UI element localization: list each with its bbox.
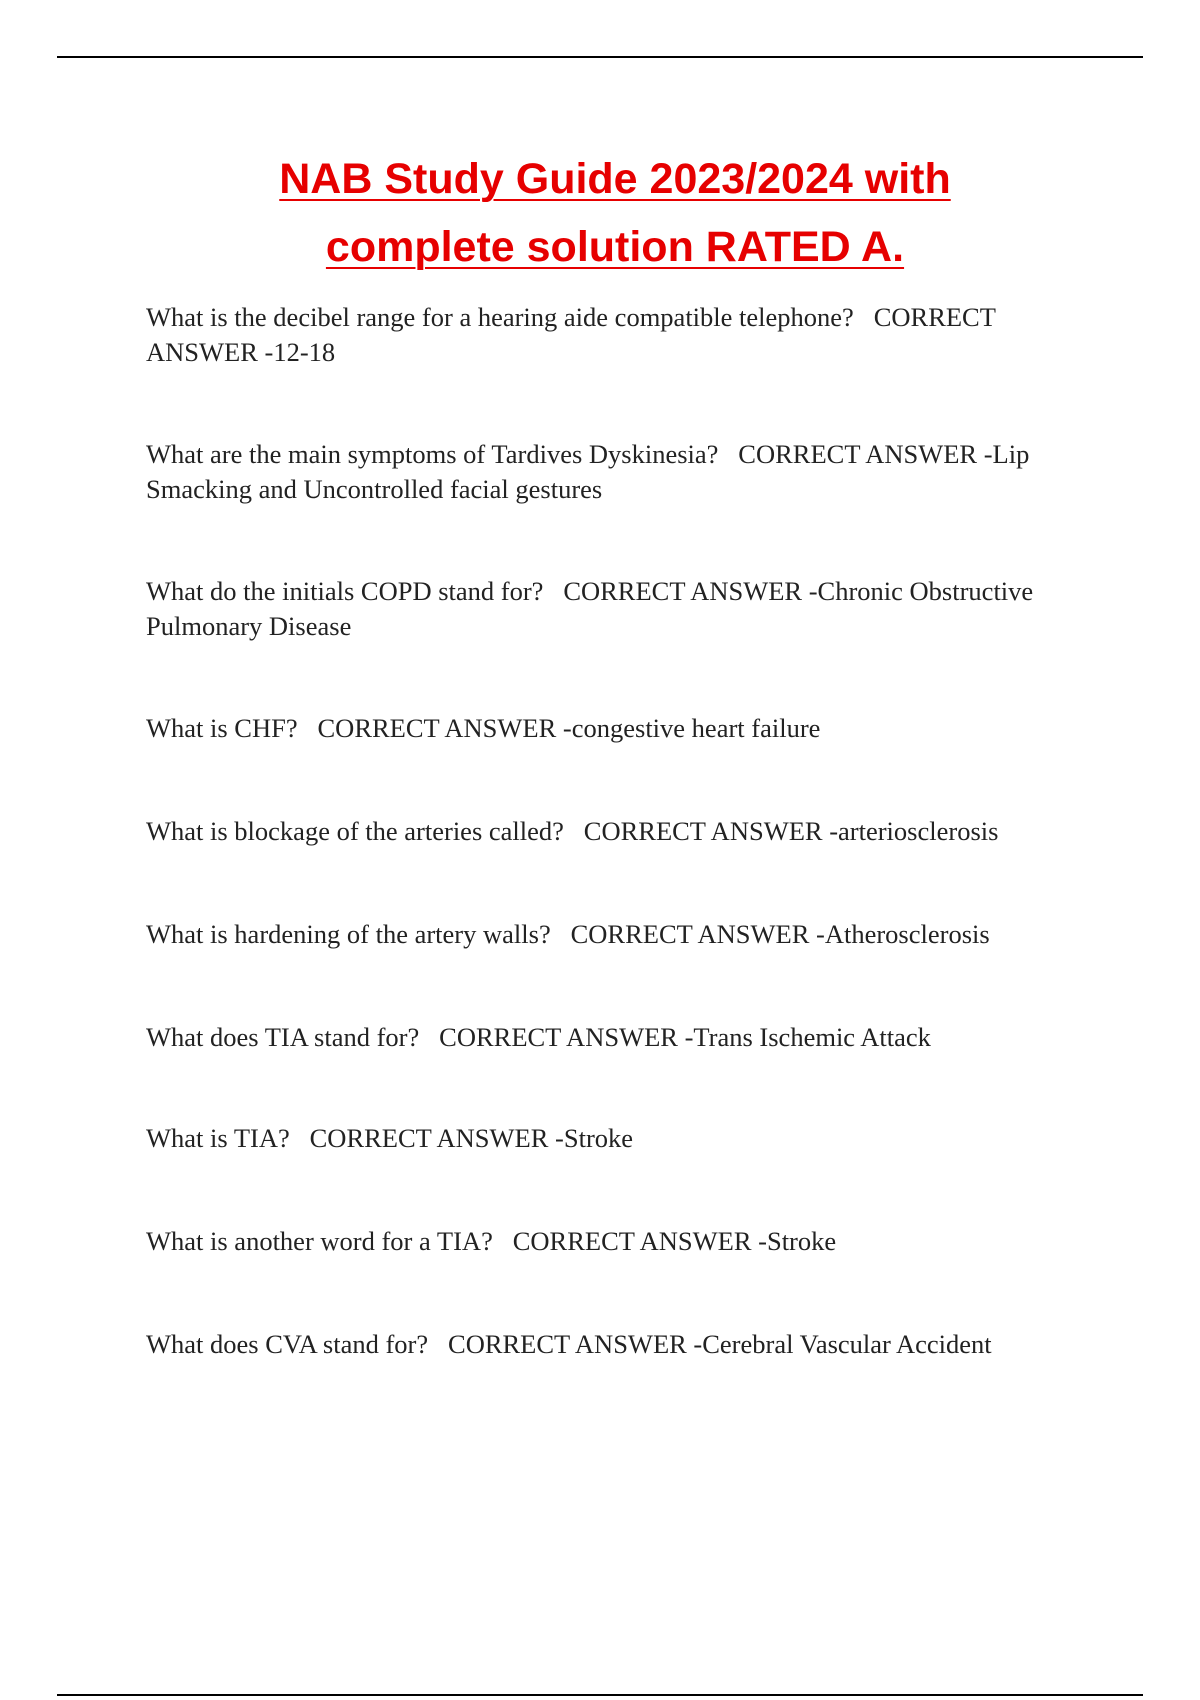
- question-text: What is hardening of the artery walls?: [146, 919, 551, 949]
- document-title: [0, 145, 1200, 281]
- footer-rule: [57, 1694, 1143, 1696]
- qa-item-6: [146, 917, 1106, 952]
- answer-text: Atherosclerosis: [824, 919, 990, 949]
- question-text: What does TIA stand for?: [146, 1022, 420, 1052]
- answer-text: Trans Ischemic Attack: [693, 1022, 931, 1052]
- qa-item-10: [146, 1327, 1106, 1362]
- answer-text: Stroke: [766, 1226, 837, 1256]
- header-rule: [57, 56, 1143, 58]
- question-text: What do the initials COPD stand for?: [146, 576, 544, 606]
- answer-text: Lip Smacking and Uncontrolled facial gestures: [146, 439, 1030, 504]
- question-text: What is CHF?: [146, 713, 298, 743]
- answer-text: Stroke: [563, 1123, 634, 1153]
- qa-item-5: [146, 814, 1106, 849]
- answer-text: Cerebral Vascular Accident: [702, 1329, 992, 1359]
- answer-prefix: CORRECT ANSWER -: [309, 1123, 564, 1153]
- answer-prefix: CORRECT ANSWER -: [146, 302, 996, 367]
- answer-text: congestive heart failure: [571, 713, 821, 743]
- answer-text: Chronic Obstructive Pulmonary Disease: [146, 576, 1034, 641]
- question-text: What is another word for a TIA?: [146, 1226, 493, 1256]
- question-text: What is the decibel range for a hearing aide compatible telephone?: [146, 302, 854, 332]
- qa-item-8: [146, 1121, 1106, 1156]
- answer-prefix: CORRECT ANSWER -: [570, 919, 825, 949]
- qa-item-1: [146, 300, 1106, 370]
- qa-item-2: [146, 437, 1106, 507]
- title-line-2: complete solution RATED A.: [325, 223, 905, 271]
- answer-prefix: CORRECT ANSWER -: [439, 1022, 694, 1052]
- answer-prefix: CORRECT ANSWER -: [738, 439, 993, 469]
- answer-prefix: CORRECT ANSWER -: [512, 1226, 767, 1256]
- answer-text: arteriosclerosis: [838, 816, 999, 846]
- question-text: What are the main symptoms of Tardives Dyskinesia?: [146, 439, 719, 469]
- question-text: What is TIA?: [146, 1123, 290, 1153]
- qa-item-4: [146, 711, 1106, 746]
- answer-prefix: CORRECT ANSWER -: [583, 816, 839, 846]
- answer-prefix: CORRECT ANSWER -: [448, 1329, 703, 1359]
- question-text: What is blockage of the arteries called?: [146, 816, 564, 846]
- answer-text: 12-18: [273, 337, 336, 367]
- qa-item-9: [146, 1224, 1106, 1259]
- answer-prefix: CORRECT ANSWER -: [317, 713, 572, 743]
- answer-prefix: CORRECT ANSWER -: [563, 576, 818, 606]
- question-text: What does CVA stand for?: [146, 1329, 429, 1359]
- qa-item-3: [146, 574, 1106, 644]
- title-line-1: NAB Study Guide 2023/2024 with: [279, 155, 951, 203]
- qa-item-7: [146, 1020, 1106, 1055]
